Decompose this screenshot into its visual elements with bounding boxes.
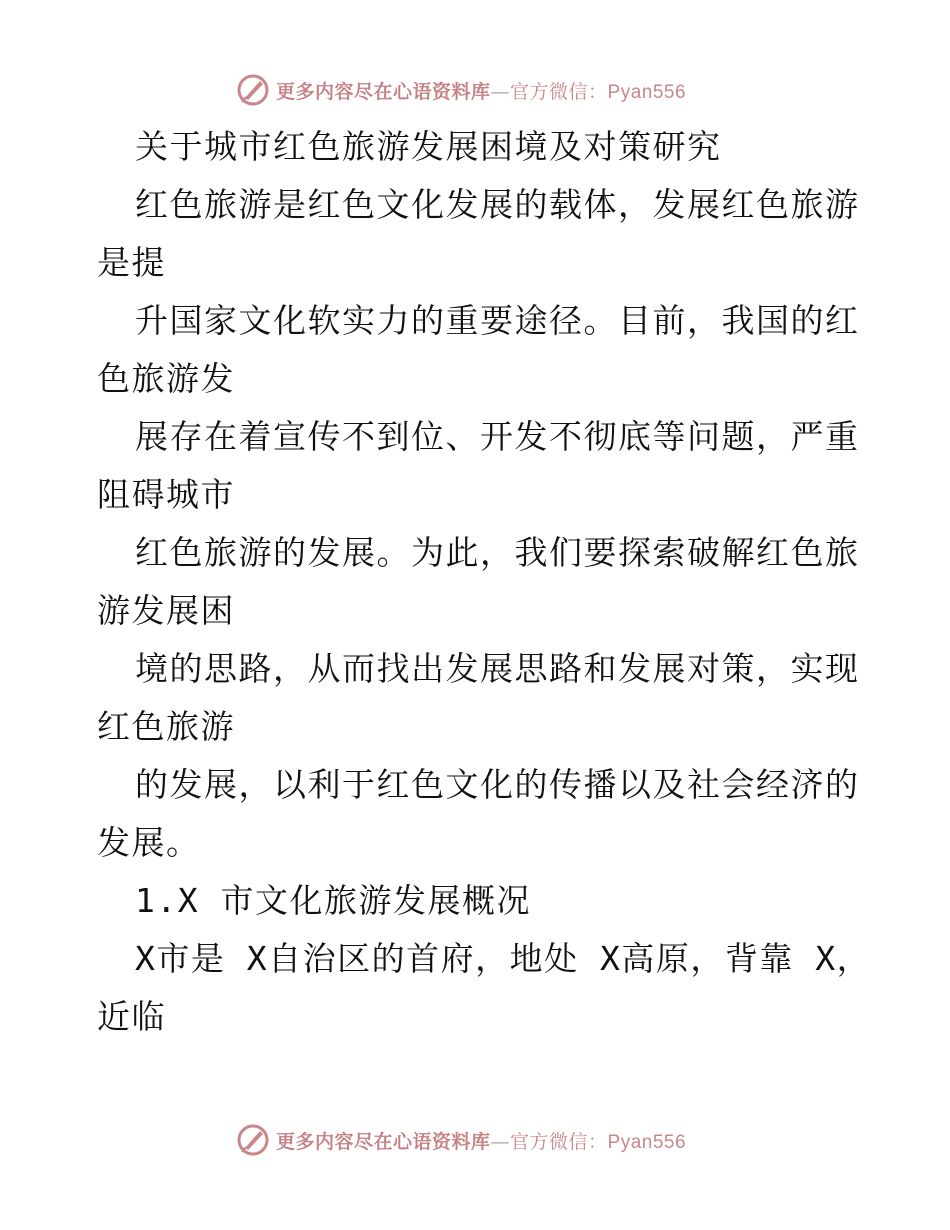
- text-line: 的发展，以利于红色文化的传播以及社会经济的: [135, 765, 860, 804]
- text-line: 发展。: [97, 823, 201, 862]
- text-line: 近临: [97, 997, 166, 1036]
- footer-watermark: [236, 1122, 686, 1158]
- document-body: [97, 118, 872, 1046]
- section-heading: 1.X 市文化旅游发展概况: [135, 881, 531, 920]
- watermark-suffix: 官方微信：: [510, 1130, 608, 1153]
- header-watermark: [236, 72, 686, 108]
- text-line: 色旅游发: [97, 359, 235, 398]
- text-line: 升国家文化软实力的重要途径。目前，我国的红: [135, 301, 860, 340]
- watermark-suffix: 官方微信：: [510, 80, 608, 103]
- text-line: 展存在着宣传不到位、开发不彻底等问题，严重: [135, 417, 860, 456]
- watermark-separator: —: [490, 80, 511, 103]
- text-line: 阻碍城市: [97, 475, 235, 514]
- text-line: X市是 X自治区的首府，地处 X高原，背靠 X，: [135, 939, 872, 978]
- text-line: 红色旅游: [97, 707, 235, 746]
- watermark-main-text: 更多内容尽在心语资料库: [276, 1130, 491, 1153]
- text-line: 关于城市红色旅游发展困境及对策研究: [135, 127, 722, 166]
- text-line: 红色旅游的发展。为此，我们要探索破解红色旅: [135, 533, 860, 572]
- quill-pen-logo-icon: [236, 1123, 270, 1157]
- quill-pen-logo-icon: [236, 73, 270, 107]
- text-line: 游发展困: [97, 591, 235, 630]
- watermark-id: Pyan556: [607, 1131, 687, 1153]
- watermark-main-text: 更多内容尽在心语资料库: [276, 80, 491, 103]
- watermark-separator: —: [490, 1130, 511, 1153]
- text-line: 境的思路，从而找出发展思路和发展对策，实现: [135, 649, 860, 688]
- text-line: 是提: [97, 243, 166, 282]
- watermark-id: Pyan556: [607, 81, 687, 103]
- text-line: 红色旅游是红色文化发展的载体，发展红色旅游: [135, 185, 860, 224]
